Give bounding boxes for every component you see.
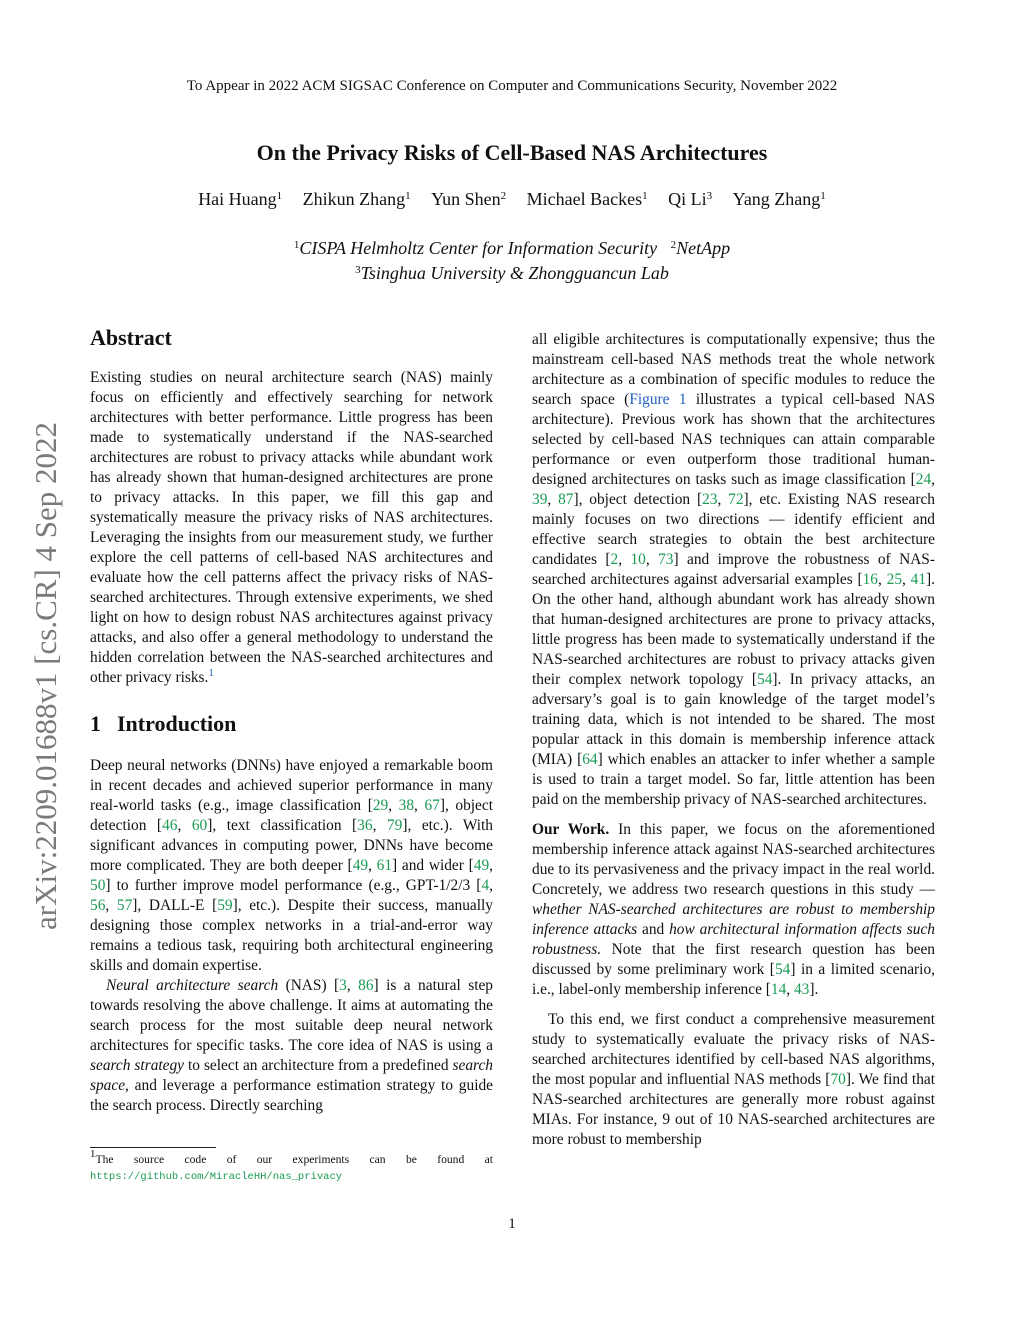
abstract-text: Existing studies on neural architecture search (NAS) mainly focus on efficiently and effectively searching for network architectures with better performance. Little progress has been made to systematically understand if the NAS-searched architectures are robust to privacy attacks while abundant work has already shown that human-designed architectures are prone to privacy attacks. In this paper, we fill this gap and systematically measure the privacy risks of NAS architectures. Leveraging the insights from our measurement study, we further explore the cell patterns of cell-based NAS architectures and evaluate how the cell patterns affect the privacy risks of NAS-searched architectures. Through extensive experiments, we shed light on how to design robust NAS architectures against privacy attacks, and also offer a general methodology to understand the hidden correlation between the NAS-searched architectures and other privacy risks.$^1$ [90,369,493,686]
author: Yang Zhang$^1$ [732,189,826,209]
citation[interactable]: 36 [357,817,373,834]
citation[interactable]: 29 [372,797,389,814]
abstract-heading: Abstract [90,325,172,350]
citation[interactable]: 24 [915,471,932,488]
citation[interactable]: 14 [770,981,787,998]
citation[interactable]: 10 [630,551,646,568]
citation[interactable]: 41 [910,571,927,588]
arxiv-identifier: arXiv:2209.01688v1 [cs.CR] 4 Sep 2022 [28,421,63,930]
left-column [90,324,493,1116]
citation[interactable]: 25 [886,571,903,588]
citation[interactable]: 79 [386,817,403,834]
citation[interactable]: 43 [793,981,810,998]
citation[interactable]: 16 [862,571,878,588]
citation[interactable]: 61 [376,857,393,874]
affiliation-line: $^3$Tsinghua University & Zhongguancun Lab [355,263,669,283]
citation[interactable]: 39 [532,491,548,508]
citation[interactable]: 59 [217,897,233,914]
citation[interactable]: 57 [116,897,133,914]
citation[interactable]: 49 [352,857,369,874]
citation[interactable]: 64 [582,751,598,768]
citation[interactable]: 3 [339,977,347,994]
paragraph: Deep neural networks (DNNs) have enjoyed a remarkable boom in recent decades and achieved superior performance in many real-world tasks (e.g., image classification [29, 38, 67], object detection [46, 60], text classification [36, 79], etc.). With significant advances in computing power, DNNs have become more complicated. They are both deeper [49, 61] and wider [49, 50] to further improve model performance (e.g., GPT-1/2/3 [4, 56, 57], DALL-E [59], etc.). Despite their success, manually designing those complex networks in a trial-and-error way remains a tedious task, requiring both architectural engineering skills and domain expertise. [90,757,493,974]
citation[interactable]: 49 [473,857,490,874]
citation[interactable]: 4 [481,877,490,894]
author: Michael Backes$^1$ [526,189,648,209]
paragraph: Our Work. In this paper, we focus on the aforementioned membership inference attack against NAS-searched architectures due to its pervasiveness and the privacy impact in the real world. Concretely, we address two research questions in this study — whether NAS-searched architectures are robust to membership inference attacks and how architectural information affects such robustness. Note that the first research question has been discussed by some preliminary work [54] in a limited scenario, i.e., label-only membership inference [14, 43]. [532,821,935,998]
citation[interactable]: 86 [358,977,374,994]
paragraph-lead: Our Work. [532,821,610,838]
author: Zhikun Zhang$^1$ [302,189,411,209]
citation[interactable]: 54 [774,961,791,978]
page-number: 1 [508,1216,516,1232]
citation[interactable]: 72 [728,491,744,508]
citation[interactable]: 46 [162,817,178,834]
paragraph: To this end, we first conduct a comprehensive measurement study to systematically evaluate the privacy risks of NAS-searched architectures identified by cell-based NAS algorithms, the most popular and influential NAS methods [70]. We find that NAS-searched architectures are generally more robust against MIAs. For instance, 9 out of 10 NAS-searched architectures are more robust to membership [532,1011,936,1148]
citation[interactable]: 67 [424,797,440,814]
footnote-ref[interactable]: 1 [208,667,214,679]
citation[interactable]: 60 [191,817,208,834]
author: Qi Li$^3$ [668,189,713,209]
figure-ref[interactable]: Figure 1 [629,391,687,408]
paragraph: all eligible architectures is computationally expensive; thus the mainstream cell-based NAS methods treat the whole network architecture as a combination of specific modules to reduce the search space (Figure 1 illustrates a typical cell-based NAS architecture). Previous work has shown that the architectures selected by cell-based NAS techniques can attain comparable performance or even outperform those traditional human-designed architectures on tasks such as image classification [24, 39, 87], object detection [23, 72], etc. Existing NAS research mainly focuses on two directions — identify efficient and effective search strategies to obtain the best architecture candidates [2, 10, 73] and improve the robustness of NAS-searched architectures against adversarial examples [16, 25, 41]. On the other hand, although abundant work has already shown that human-designed architectures are prone to privacy attacks, little progress has been made to systematically understand if the NAS-searched architectures are robust to privacy attacks given their complex network topology [54]. In privacy attacks, an adversary’s goal is to gain knowledge of the target model’s training data, which is not intended to be shared. The most popular attack in this domain is membership inference attack (MIA) [64] which enables an attacker to infer whether a sample is used to train a target model. So far, little attention has been paid on the membership privacy of NAS-searched architectures. [532,331,936,808]
author: Yun Shen$^2$ [431,189,507,209]
section-heading: 1 Introduction [90,711,237,736]
paper-title: On the Privacy Risks of Cell-Based NAS Architectures [256,140,768,165]
citation[interactable]: 23 [702,491,718,508]
venue-line: To Appear in 2022 ACM SIGSAC Conference on Computer and Communications Security, November 2022 [186,78,838,94]
footnote: $^1$The source code of our experiments can be found at https://github.com/MiracleHH/nas_privacy [90,1148,493,1183]
citation[interactable]: 50 [90,877,106,894]
citation[interactable]: 70 [830,1071,846,1088]
citation[interactable]: 38 [398,797,415,814]
author-list [0,189,1024,210]
citation[interactable]: 2 [610,551,619,568]
citation[interactable]: 87 [558,491,574,508]
footnote-rule [90,1147,216,1148]
repo-link[interactable]: https://github.com/MiracleHH/nas_privacy [90,1171,343,1183]
citation[interactable]: 73 [658,551,674,568]
citation[interactable]: 54 [757,671,773,688]
paragraph: Neural architecture search (NAS) [3, 86] is a natural step towards resolving the above challenge. It aims at automating the search process for the most suitable deep neural network architectures for specific tasks. The core idea of NAS is using a search strategy to select an architecture from a predefined search space, and leverage a performance estimation strategy to guide the search process. Directly searching [90,977,493,1114]
affiliation-line: $^1$CISPA Helmholtz Center for Information Security $^2$NetApp [293,238,731,258]
right-column [532,330,935,1150]
citation[interactable]: 56 [90,897,106,914]
author: Hai Huang$^1$ [198,189,283,209]
